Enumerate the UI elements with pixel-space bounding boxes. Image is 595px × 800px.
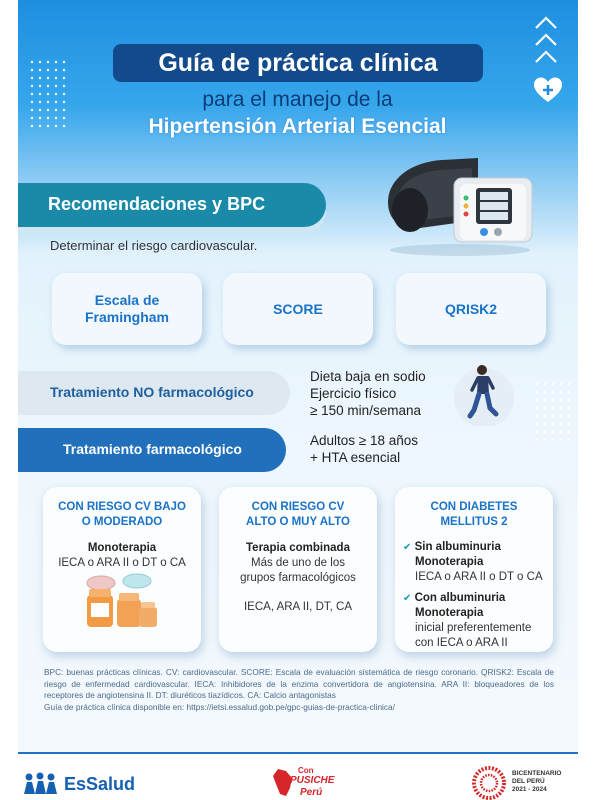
pusiche-logo xyxy=(272,766,342,800)
family-icon xyxy=(22,772,58,796)
bicentenario-logo xyxy=(470,766,580,800)
scale-card-score xyxy=(223,273,373,345)
bicentenario-text: DEL PERÚ xyxy=(512,778,545,785)
non-pharmacological-band xyxy=(18,371,290,415)
bicentenario-years: 2021 - 2024 xyxy=(512,786,547,793)
dot-pattern xyxy=(533,380,571,440)
card-title: CON DIABETES xyxy=(430,501,518,513)
detail-line: + HTA esencial xyxy=(310,450,401,465)
therapy-label: Monoterapia xyxy=(87,542,157,554)
page-subtitle: para el manejo de la xyxy=(202,88,393,111)
therapy-description: grupos farmacológicos xyxy=(240,572,356,584)
card-title: CON RIESGO CV BAJO xyxy=(58,501,186,513)
condition-label: Sin albuminuria xyxy=(414,541,501,553)
disease-title: Hipertensión Arterial Esencial xyxy=(148,115,447,138)
bicentenary-emblem-icon xyxy=(472,766,506,800)
non-pharmacological-details xyxy=(310,368,426,419)
pharmacological-label: Tratamiento farmacológico xyxy=(63,441,242,457)
therapy-description: inicial preferentemente xyxy=(415,622,532,634)
essalud-wordmark: EsSalud xyxy=(64,773,136,794)
scale-card-qrisk2 xyxy=(396,273,546,345)
condition-label: Con albuminuria xyxy=(414,592,506,604)
heart-plus-icon xyxy=(533,76,563,104)
walking-person-icon xyxy=(448,358,518,426)
section-title: Recomendaciones y BPC xyxy=(48,194,266,214)
intro-text: Determinar el riesgo cardiovascular. xyxy=(50,238,258,253)
non-pharmacological-label: Tratamiento NO farmacológico xyxy=(50,384,254,400)
check-circle-icon: ✔ xyxy=(403,593,412,604)
section-header xyxy=(18,183,326,227)
blood-pressure-monitor-icon xyxy=(380,150,540,260)
detail-line: Ejercicio físico xyxy=(310,386,397,401)
abbreviations-text: BPC: buenas prácticas clínicas. CV: cardiovascular. SCORE: Escala de evaluación sistemática de riesgo coronario. QRISK2: Escala de riesgo de enfermedad cardiovascular. IECA: Inhibidores de la enzima convertidora de angiotensina. ARA II: bloqueadores de los receptores de angiotensina II. DT: diuréticos tiazídicos. CA: Calcio antagonistas xyxy=(44,667,554,700)
check-circle-icon: ✔ xyxy=(403,542,412,553)
scale-card-framingham xyxy=(52,273,202,345)
guide-link[interactable]: Guía de práctica clínica disponible en: https://ietsi.essalud.gob.pe/gpc-guias-de-practica-clinica/ xyxy=(44,701,395,712)
card-title: ALTO O MUY ALTO xyxy=(246,516,350,528)
therapy-label: Monoterapia xyxy=(415,607,484,619)
pusiche-text-peru: Perú xyxy=(300,787,323,798)
drug-list: IECA, ARA II, DT, CA xyxy=(243,601,352,613)
scale-label: QRISK2 xyxy=(444,300,498,317)
card-title: MELLITUS 2 xyxy=(440,516,508,528)
footnote xyxy=(44,667,554,713)
scale-label: Escala de xyxy=(94,292,160,308)
card-title: CON RIESGO CV xyxy=(251,501,345,513)
pharmacological-details xyxy=(310,432,418,466)
pusiche-text-con: Con xyxy=(298,766,314,775)
scale-label: SCORE xyxy=(273,300,323,317)
page-title: Guía de práctica clínica xyxy=(113,44,483,82)
drug-list: IECA o ARA II o DT o CA xyxy=(58,557,186,569)
detail-line: ≥ 150 min/semana xyxy=(310,403,421,418)
detail-line: Dieta baja en sodio xyxy=(310,369,426,384)
scale-label: Framingham xyxy=(84,309,169,325)
chevron-up-icon xyxy=(533,44,559,70)
drug-list: con IECA o ARA II xyxy=(415,637,508,649)
drug-list: IECA o ARA II o DT o CA xyxy=(415,571,543,583)
risk-card-high xyxy=(219,487,377,652)
risk-card-low-moderate xyxy=(43,487,201,652)
therapy-description: Más de uno de los xyxy=(251,557,345,569)
pusiche-text-main: PUSICHE xyxy=(290,775,335,786)
therapy-label: Terapia combinada xyxy=(246,542,350,554)
pharmacological-band xyxy=(18,428,286,472)
medicine-bottles-icon xyxy=(77,571,167,631)
risk-card-diabetes xyxy=(395,487,553,652)
divider xyxy=(18,752,578,754)
detail-line: Adultos ≥ 18 años xyxy=(310,433,418,448)
bicentenario-text: BICENTENARIO xyxy=(512,770,562,777)
essalud-logo xyxy=(22,770,135,798)
therapy-label: Monoterapia xyxy=(415,556,484,568)
card-title: O MODERADO xyxy=(81,516,163,528)
